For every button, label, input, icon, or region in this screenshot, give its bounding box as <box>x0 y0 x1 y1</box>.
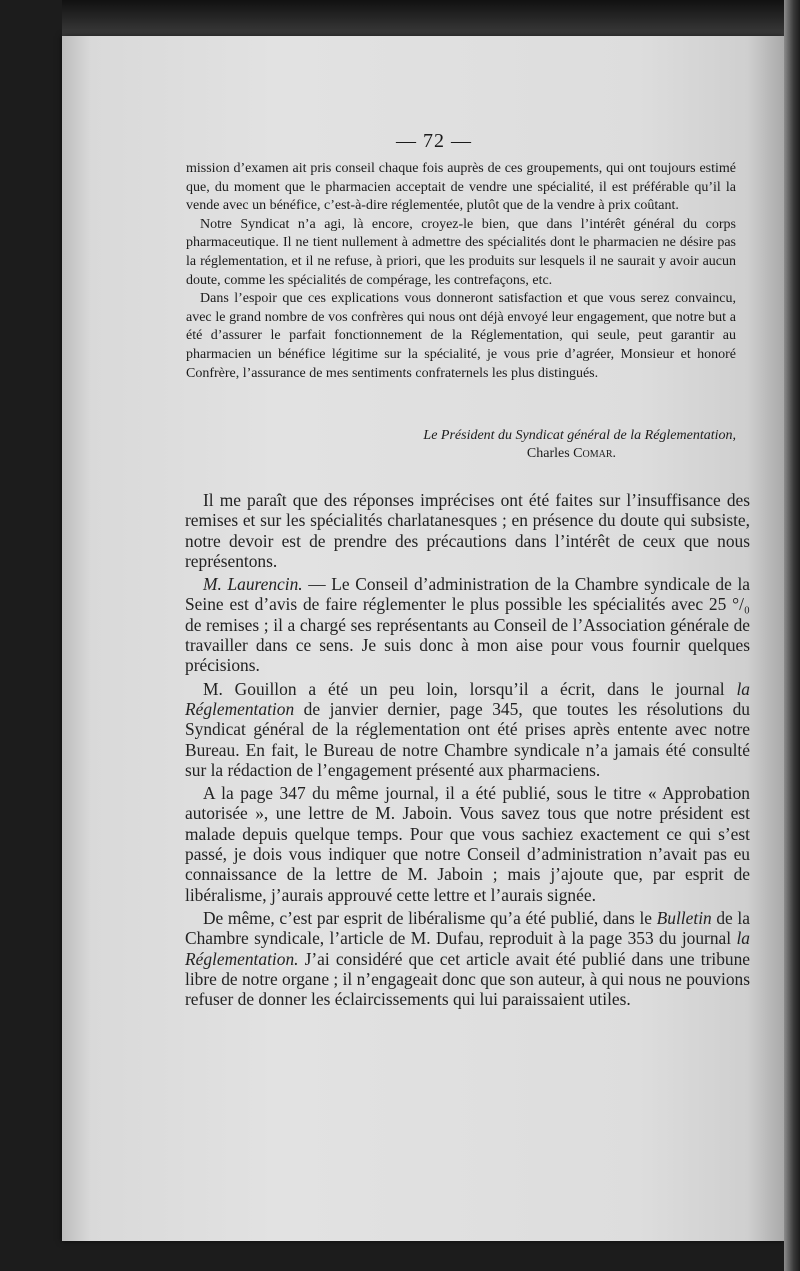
paragraph-text: — Le Conseil d’administration de la Chambre syndicale de la Seine est d’avis de faire réglementer le plus possible les spécialités avec 25 °/₀ de remises ; il a chargé ses représentants au Conseil de l’Association générale de travailler dans ce sens. Je suis donc à mon aise pour vous fournir quelques précisions. <box>185 574 751 676</box>
main-text <box>185 490 750 1009</box>
body-paragraph <box>185 679 750 780</box>
journal-title: la Réglementation <box>185 678 750 719</box>
speaker-name: M. Laurencin. <box>203 574 303 595</box>
body-paragraph <box>185 908 750 1009</box>
signature-firstname: Charles <box>526 446 570 461</box>
letter-paragraph: Dans l’espoir que ces explications vous donneront satisfaction et que vous serez convaincu, avec le grand nombre de vos confrères qui nous ont déjà envoyé leur engagement, que notre but a été d’assurer le parfait fonctionnement de la Réglementation, qui seule, peut garantir au pharmacien un bénéfice légitime sur la spécialité, je vous prie d’agréer, Monsieur et honoré Confrère, l’assurance de mes sentiments confraternels les plus distingués. <box>186 291 736 381</box>
paragraph-text: De même, c’est par esprit de libéralisme qu’a été publié, dans le <box>203 907 657 928</box>
paragraph-text: M. Gouillon a été un peu loin, lorsqu’il a écrit, dans le journal <box>203 678 737 699</box>
scan-top-border <box>62 0 800 36</box>
publication-title: Bulletin <box>656 907 712 928</box>
page-edge-shadow <box>784 0 800 1271</box>
paragraph-text: de janvier dernier, page 345, que toutes les résolutions du Syndicat général de la réglementation ont été prises après entente avec notre Bureau. En fait, le Bureau de notre Chambre syndicale n’a jamais été consulté sur la rédaction de l’engagement présenté aux pharmaciens. <box>185 698 750 780</box>
quoted-letter <box>186 160 736 383</box>
signature-title: Le Président du Syndicat général de la Réglementation, <box>423 428 736 443</box>
paragraph-text: J’ai considéré que cet article avait été publié dans une tribune libre de notre organe ; il n’engageait donc que son auteur, à qui nous ne pouvions refuser de donner les éclaircissements qui lui paraissaient utiles. <box>185 948 750 1010</box>
signature-lastname: Comar. <box>573 446 616 461</box>
signature-name <box>186 446 736 462</box>
letter-paragraph: mission d’examen ait pris conseil chaque fois auprès de ces groupements, qui ont toujours estimé que, du moment que le pharmacien acceptait de vendre une spécialité, il est préférable qu’il la vende avec un bénéfice, c’est-à-dire réglementée, plutôt que de la vendre à prix coûtant. <box>186 161 736 214</box>
page-number: — 72 — <box>396 130 472 152</box>
body-paragraph <box>185 574 750 675</box>
journal-title: la Réglementation. <box>185 928 750 969</box>
paragraph-text: de la Chambre syndicale, l’article de M. Dufau, reproduit à la page 353 du journal <box>185 907 750 949</box>
body-paragraph: Il me paraît que des réponses imprécises ont été faites sur l’insuffisance des remises et sur les spécialités charlatanesques ; en présence du doute qui subsiste, notre devoir est de prendre des précautions dans l’intérêt de ceux que nous représentons. <box>185 490 750 571</box>
body-paragraph: A la page 347 du même journal, il a été publié, sous le titre « Approbation autorisée », une lettre de M. Jaboin. Vous savez tous que notre président est malade depuis quelque temps. Pour que vous sachiez exactement ce qui s’est passé, je dois vous indiquer que notre Conseil d’administration n’avait pas eu connaissance de la lettre de M. Jaboin ; mais j’ajoute que, par esprit de libéralisme, j’aurais approuvé cette lettre et l’aurais signée. <box>185 783 750 905</box>
letter-paragraph: Notre Syndicat n’a agi, là encore, croyez-le bien, que dans l’intérêt général du corps pharmaceutique. Il ne tient nullement à admettre des spécialités dont le pharmacien ne désire pas la réglementation, et il ne refuse, à priori, que les produits sur lesquels il ne saurait y avoir aucun doute, comme les spécialités de compérage, les contrefaçons, etc. <box>186 216 736 288</box>
